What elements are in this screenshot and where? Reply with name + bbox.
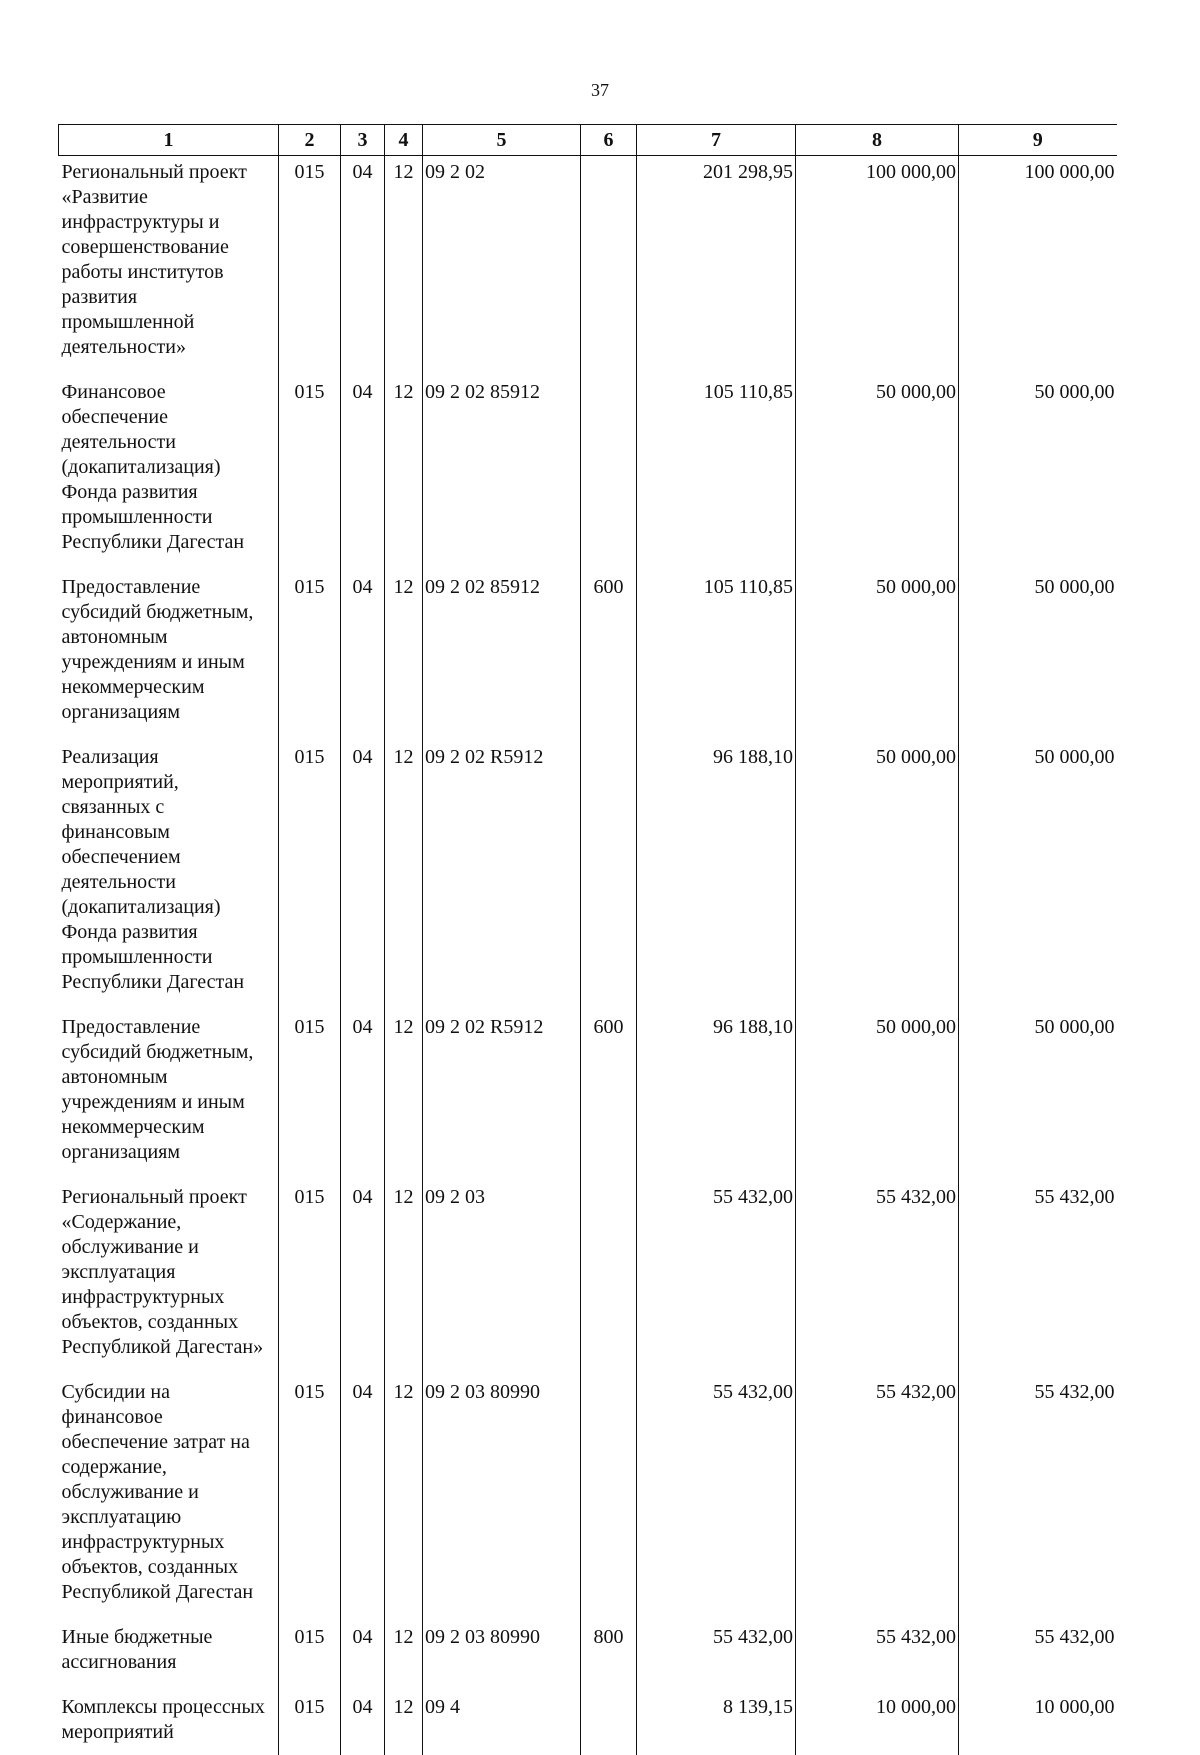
header-row — [59, 125, 1117, 156]
cell-section: 04 — [341, 1376, 385, 1621]
column-header: 2 — [279, 125, 341, 156]
cell-subsection: 12 — [385, 1691, 423, 1755]
table-row — [59, 376, 1117, 571]
cell-subsection: 12 — [385, 571, 423, 741]
cell-amount-8: 50 000,00 — [796, 571, 959, 741]
cell-amount-8: 55 432,00 — [796, 1181, 959, 1376]
cell-amount-7: 105 110,85 — [637, 571, 796, 741]
cell-target-article: 09 2 02 85912 — [423, 376, 581, 571]
cell-ministry: 015 — [279, 741, 341, 1011]
cell-section: 04 — [341, 571, 385, 741]
cell-ministry: 015 — [279, 1011, 341, 1181]
cell-section: 04 — [341, 156, 385, 377]
cell-amount-8: 55 432,00 — [796, 1376, 959, 1621]
cell-amount-9: 55 432,00 — [959, 1376, 1117, 1621]
row-name: Субсидии на финансовое обеспечение затрат на содержание, обслуживание и эксплуатацию инфраструктурных объектов, созданных Республикой Дагестан — [61, 1381, 254, 1603]
cell-section: 04 — [341, 1181, 385, 1376]
cell-expense-type: 600 — [581, 1011, 637, 1181]
table-row — [59, 741, 1117, 1011]
cell-section: 04 — [341, 741, 385, 1011]
row-name: Региональный проект «Содержание, обслуживание и эксплуатация инфраструктурных объектов, созданных Республикой Дагестан» — [61, 1186, 264, 1358]
cell-target-article: 09 2 03 — [423, 1181, 581, 1376]
row-name: Предоставление субсидий бюджетным, автономным учреждениям и иным некоммерческим организациям — [61, 576, 254, 723]
cell-expense-type — [581, 1181, 637, 1376]
table-row — [59, 1691, 1117, 1755]
cell-section: 04 — [341, 1691, 385, 1755]
table-row — [59, 1011, 1117, 1181]
table-row — [59, 571, 1117, 741]
cell-ministry: 015 — [279, 376, 341, 571]
cell-amount-8: 50 000,00 — [796, 376, 959, 571]
cell-amount-9: 50 000,00 — [959, 376, 1117, 571]
row-name: Иные бюджетные ассигнования — [61, 1626, 213, 1673]
cell-target-article: 09 2 03 80990 — [423, 1376, 581, 1621]
column-header: 1 — [59, 125, 279, 156]
cell-subsection: 12 — [385, 156, 423, 377]
column-header: 4 — [385, 125, 423, 156]
cell-target-article: 09 2 02 85912 — [423, 571, 581, 741]
cell-ministry: 015 — [279, 571, 341, 741]
cell-amount-9: 100 000,00 — [959, 156, 1117, 377]
cell-amount-7: 96 188,10 — [637, 741, 796, 1011]
page-number: 37 — [591, 80, 609, 100]
cell-amount-8: 55 432,00 — [796, 1621, 959, 1691]
cell-section: 04 — [341, 376, 385, 571]
cell-amount-7: 55 432,00 — [637, 1181, 796, 1376]
cell-amount-7: 201 298,95 — [637, 156, 796, 377]
cell-subsection: 12 — [385, 741, 423, 1011]
cell-target-article: 09 4 — [423, 1691, 581, 1755]
cell-expense-type: 800 — [581, 1621, 637, 1691]
cell-amount-9: 50 000,00 — [959, 741, 1117, 1011]
cell-expense-type — [581, 156, 637, 377]
table-row — [59, 1376, 1117, 1621]
cell-amount-8: 10 000,00 — [796, 1691, 959, 1755]
cell-target-article: 09 2 02 — [423, 156, 581, 377]
cell-expense-type — [581, 741, 637, 1011]
column-header: 3 — [341, 125, 385, 156]
cell-expense-type: 600 — [581, 571, 637, 741]
table-row — [59, 1621, 1117, 1691]
row-name: Комплексы процессных мероприятий — [61, 1696, 265, 1743]
cell-expense-type — [581, 1376, 637, 1621]
cell-ministry: 015 — [279, 156, 341, 377]
cell-amount-9: 50 000,00 — [959, 1011, 1117, 1181]
cell-expense-type — [581, 1691, 637, 1755]
column-header: 6 — [581, 125, 637, 156]
cell-amount-7: 8 139,15 — [637, 1691, 796, 1755]
cell-section: 04 — [341, 1621, 385, 1691]
cell-ministry: 015 — [279, 1621, 341, 1691]
cell-ministry: 015 — [279, 1181, 341, 1376]
cell-amount-9: 10 000,00 — [959, 1691, 1117, 1755]
table-row — [59, 156, 1117, 377]
column-header: 9 — [959, 125, 1117, 156]
cell-amount-7: 105 110,85 — [637, 376, 796, 571]
cell-amount-9: 50 000,00 — [959, 571, 1117, 741]
cell-ministry: 015 — [279, 1691, 341, 1755]
cell-amount-8: 50 000,00 — [796, 741, 959, 1011]
row-name: Финансовое обеспечение деятельности (докапитализация) Фонда развития промышленности Республики Дагестан — [61, 381, 245, 553]
cell-amount-9: 55 432,00 — [959, 1181, 1117, 1376]
cell-subsection: 12 — [385, 376, 423, 571]
column-header: 7 — [637, 125, 796, 156]
table-row — [59, 1181, 1117, 1376]
cell-ministry: 015 — [279, 1376, 341, 1621]
column-header: 5 — [423, 125, 581, 156]
cell-amount-7: 96 188,10 — [637, 1011, 796, 1181]
column-header: 8 — [796, 125, 959, 156]
cell-target-article: 09 2 02 R5912 — [423, 1011, 581, 1181]
cell-amount-7: 55 432,00 — [637, 1621, 796, 1691]
cell-amount-9: 55 432,00 — [959, 1621, 1117, 1691]
budget-table — [58, 124, 1117, 1755]
cell-subsection: 12 — [385, 1376, 423, 1621]
cell-amount-8: 100 000,00 — [796, 156, 959, 377]
cell-amount-7: 55 432,00 — [637, 1376, 796, 1621]
cell-amount-8: 50 000,00 — [796, 1011, 959, 1181]
cell-subsection: 12 — [385, 1621, 423, 1691]
row-name: Региональный проект «Развитие инфраструктуры и совершенствование работы институтов развития промышленной деятельности» — [61, 161, 247, 358]
cell-expense-type — [581, 376, 637, 571]
cell-target-article: 09 2 03 80990 — [423, 1621, 581, 1691]
cell-section: 04 — [341, 1011, 385, 1181]
cell-subsection: 12 — [385, 1181, 423, 1376]
row-name: Предоставление субсидий бюджетным, автономным учреждениям и иным некоммерческим организациям — [61, 1016, 254, 1163]
cell-target-article: 09 2 02 R5912 — [423, 741, 581, 1011]
cell-subsection: 12 — [385, 1011, 423, 1181]
row-name: Реализация мероприятий, связанных с финансовым обеспечением деятельности (докапитализация) Фонда развития промышленности Республики Дагестан — [61, 746, 245, 993]
